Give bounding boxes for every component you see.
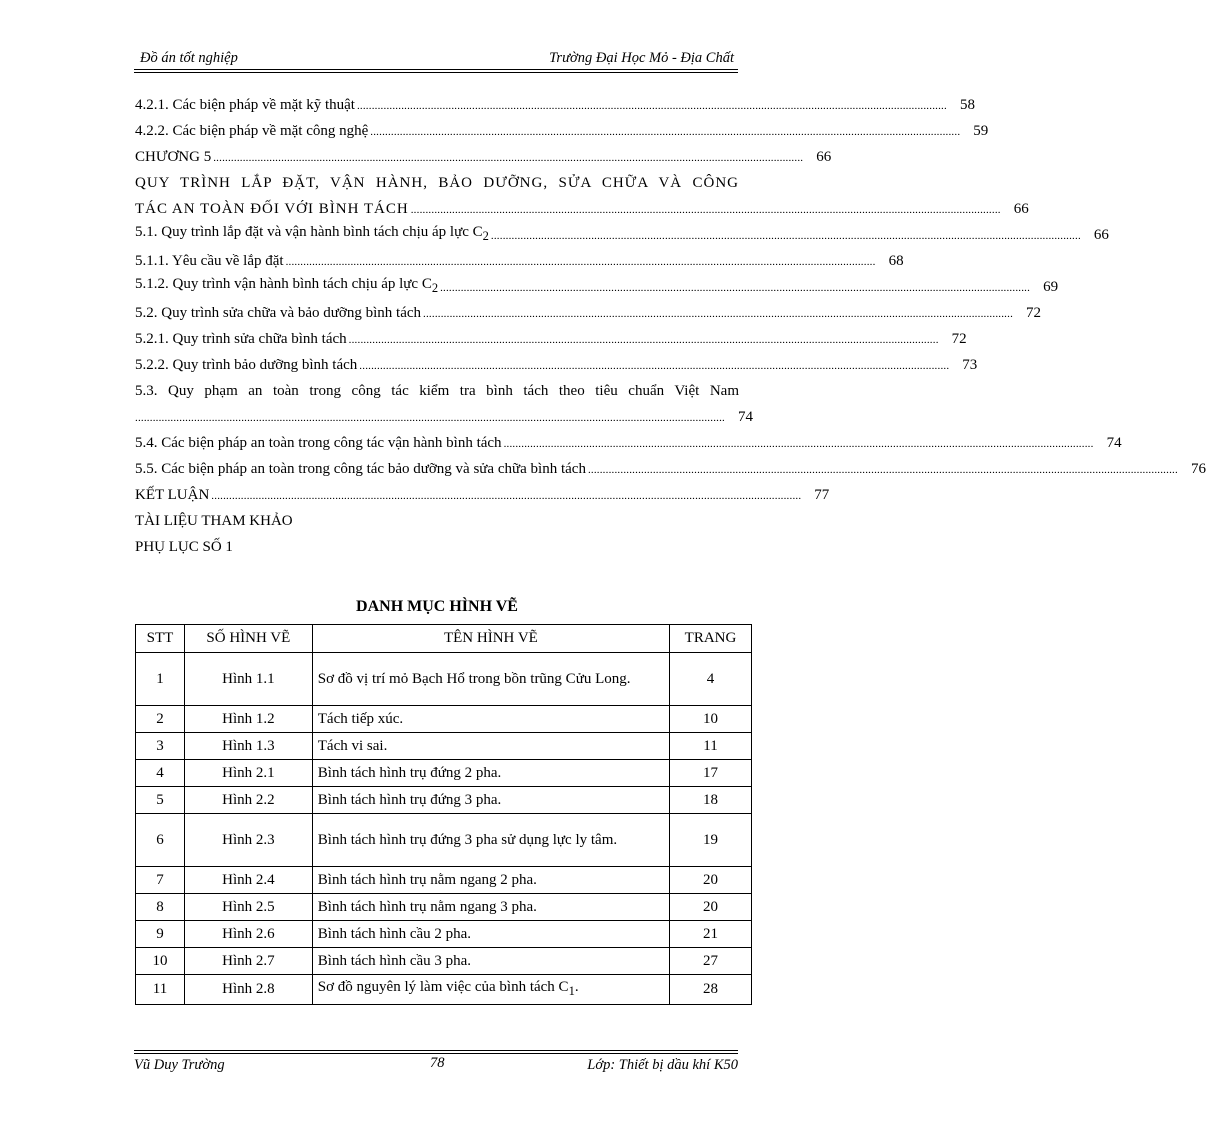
page-header — [134, 48, 738, 68]
dot-leader: ........................................................................................................................................................................................................ — [587, 464, 1178, 476]
figure-list-table — [135, 624, 752, 1005]
toc-entry: ........................................................................................................................................................................................................ 74 — [135, 409, 753, 425]
dot-leader: ........................................................................................................................................................................................................ — [410, 204, 1001, 216]
column-header-figure-name: TÊN HÌNH VẼ — [312, 625, 669, 653]
table-row: 9 Hình 2.6 Bình tách hình cầu 2 pha. 21 — [136, 921, 752, 948]
toc-entry: 5.5. Các biện pháp an toàn trong công tác bảo dưỡng và sửa chữa bình tách ........................................................................................................................................................................................................ 76 — [135, 461, 1206, 477]
column-header-figure-number: SỐ HÌNH VẼ — [184, 625, 312, 653]
toc-entry: 5.2.1. Quy trình sửa chữa bình tách ........................................................................................................................................................................................................ 72 — [135, 331, 967, 347]
table-row: 11 Hình 2.8 Sơ đồ nguyên lý làm việc của bình tách $C_1$. 28 — [136, 975, 752, 1005]
toc-entry: 5.1.1. Yêu cầu về lắp đặt ........................................................................................................................................................................................................ 68 — [135, 253, 904, 269]
table-row: 6 Hình 2.3 Bình tách hình trụ đứng 3 pha sử dụng lực ly tâm. 19 — [136, 814, 752, 867]
table-row: 1 Hình 1.1 Sơ đồ vị trí mỏ Bạch Hổ trong bồn trũng Cửu Long. 4 — [136, 653, 752, 706]
table-row: 8 Hình 2.5 Bình tách hình trụ nằm ngang 3 pha. 20 — [136, 894, 752, 921]
page-footer — [134, 1055, 738, 1075]
figure-list-title: DANH MỤC HÌNH VẼ — [356, 598, 518, 615]
toc-entry: 5.2.2. Quy trình bảo dưỡng bình tách ........................................................................................................................................................................................................ 73 — [135, 357, 978, 373]
toc-entry: TÀI LIỆU THAM KHẢO — [135, 513, 293, 529]
toc-entry: KẾT LUẬN ........................................................................................................................................................................................................ 77 — [135, 487, 830, 503]
table-row: 7 Hình 2.4 Bình tách hình trụ nằm ngang 2 pha. 20 — [136, 867, 752, 894]
toc-entry: 5.1. Quy trình lắp đặt và vận hành bình tách chịu áp lực $C_2$ ........................................................................................................................................................................................................ 66 — [135, 224, 1109, 243]
dot-leader: ........................................................................................................................................................................................................ — [285, 256, 876, 268]
dot-leader: ........................................................................................................................................................................................................ — [348, 334, 939, 346]
toc-entry: 5.3. Quy phạm an toàn trong công tác kiểm tra bình tách theo tiêu chuẩn Việt Nam — [135, 383, 739, 399]
column-header-page: TRANG — [670, 625, 752, 653]
table-row: 5 Hình 2.2 Bình tách hình trụ đứng 3 pha. 18 — [136, 787, 752, 814]
header-right-text: Trường Đại Học Mỏ - Địa Chất — [549, 50, 734, 66]
footer-class: Lớp: Thiết bị dầu khí K50 — [587, 1057, 738, 1073]
dot-leader: ........................................................................................................................................................................................................ — [370, 126, 961, 138]
dot-leader: ........................................................................................................................................................................................................ — [423, 308, 1014, 320]
toc-entry: 5.4. Các biện pháp an toàn trong công tác vận hành bình tách ........................................................................................................................................................................................................ 74 — [135, 435, 1122, 451]
toc-entry: QUY TRÌNH LẮP ĐẶT, VẬN HÀNH, BẢO DƯỠNG, SỬA CHỮA VÀ CÔNG — [135, 175, 739, 191]
footer-rule — [134, 1050, 738, 1051]
toc-entry: TÁC AN TOÀN ĐỐI VỚI BÌNH TÁCH ........................................................................................................................................................................................................ 66 — [135, 201, 1029, 217]
dot-leader: ........................................................................................................................................................................................................ — [135, 412, 725, 424]
dot-leader: ........................................................................................................................................................................................................ — [503, 438, 1094, 450]
header-rule-2 — [134, 72, 738, 73]
dot-leader: ........................................................................................................................................................................................................ — [356, 100, 947, 112]
footer-author: Vũ Duy Trường — [134, 1057, 225, 1073]
page-number: 78 — [430, 1055, 445, 1071]
dot-leader: ........................................................................................................................................................................................................ — [213, 152, 804, 164]
toc-entry: 5.1.2. Quy trình vận hành bình tách chịu áp lực $C_2$ ........................................................................................................................................................................................................ 69 — [135, 276, 1059, 295]
table-header-row — [136, 625, 752, 653]
toc-entry: PHỤ LỤC SỐ 1 — [135, 539, 233, 555]
header-left-text: Đồ án tốt nghiệp — [140, 50, 238, 66]
column-header-stt: STT — [136, 625, 185, 653]
toc-entry: 4.2.1. Các biện pháp về mặt kỹ thuật ........................................................................................................................................................................................................ 58 — [135, 97, 975, 113]
table-row: 10 Hình 2.7 Bình tách hình cầu 3 pha. 27 — [136, 948, 752, 975]
toc-entry: CHƯƠNG 5 ........................................................................................................................................................................................................ 66 — [135, 149, 832, 165]
dot-leader: ........................................................................................................................................................................................................ — [359, 360, 950, 372]
dot-leader: ........................................................................................................................................................................................................ — [490, 230, 1081, 242]
table-row: 3 Hình 1.3 Tách vi sai. 11 — [136, 733, 752, 760]
toc-entry: 5.2. Quy trình sửa chữa và bảo dưỡng bình tách ........................................................................................................................................................................................................ 72 — [135, 305, 1042, 321]
toc-entry: 4.2.2. Các biện pháp về mặt công nghệ ........................................................................................................................................................................................................ 59 — [135, 123, 989, 139]
table-row: 4 Hình 2.1 Bình tách hình trụ đứng 2 pha. 17 — [136, 760, 752, 787]
dot-leader: ........................................................................................................................................................................................................ — [211, 490, 802, 502]
footer-rule-2 — [134, 1053, 738, 1054]
dot-leader: ........................................................................................................................................................................................................ — [440, 282, 1031, 294]
table-row: 2 Hình 1.2 Tách tiếp xúc. 10 — [136, 706, 752, 733]
header-rule — [134, 69, 738, 70]
